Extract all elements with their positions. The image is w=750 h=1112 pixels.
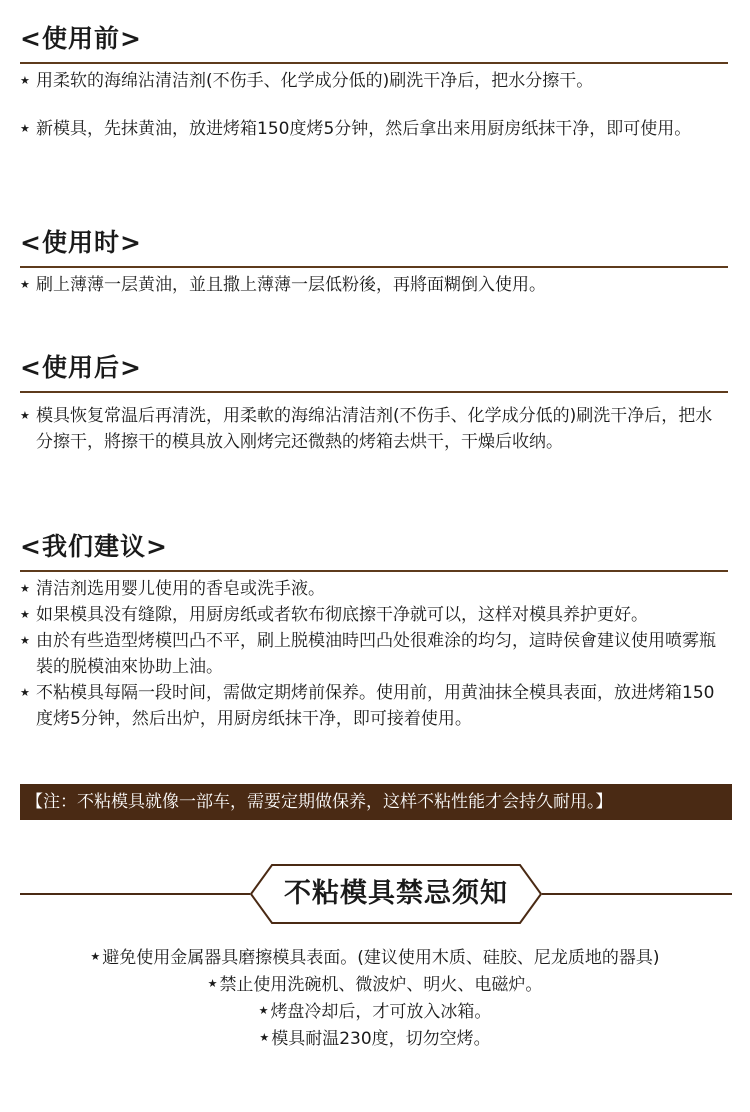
banner-title: 不粘模具禁忌须知 [284,878,508,909]
list-item [0,971,750,998]
section-title: <我们建议> [20,532,168,561]
list-item [20,628,728,680]
star-icon: ★ [259,1031,270,1044]
list-item [20,68,728,94]
star-icon: ★ [20,608,30,621]
star-icon: ★ [20,634,30,647]
item-text: 模具耐温230度，切勿空烤。 [271,1029,491,1049]
section-after-use [20,353,728,455]
list-item [20,576,728,602]
item-text: 烤盘冷却后，才可放入冰箱。 [270,1002,492,1022]
section-before-use [20,24,728,142]
list-item [20,116,728,142]
item-text: 用柔软的海绵沾清洁剂(不伤手、化学成分低的)刷洗干净后，把水分擦干。 [36,71,594,91]
section-suggestions [20,532,728,732]
section-during-use [20,228,728,298]
list-item [20,602,728,628]
list-item [20,680,728,732]
banner-line-right [542,893,732,895]
section-divider [20,62,728,64]
banner-frame [250,864,542,924]
star-icon: ★ [20,74,30,87]
star-icon: ★ [90,950,101,963]
taboo-list [0,944,750,1052]
item-text: 避免使用金属器具磨擦模具表面。(建议使用木质、硅胶、尼龙质地的器具) [102,948,660,968]
list-item [20,403,728,455]
star-icon: ★ [20,686,30,699]
list-item [0,944,750,971]
list-item [20,272,728,298]
maintenance-note: 【注：不粘模具就像一部车，需要定期做保养，这样不粘性能才会持久耐用。】 [20,784,732,820]
item-text: 新模具，先抹黄油，放进烤箱150度烤5分钟，然后拿出来用厨房纸抹干净，即可使用。 [36,119,692,139]
banner-line-left [20,893,250,895]
star-icon: ★ [20,582,30,595]
star-icon: ★ [20,278,30,291]
section-divider [20,391,728,393]
taboo-banner [20,862,732,926]
section-title: <使用前> [20,24,142,53]
star-icon: ★ [207,977,218,990]
star-icon: ★ [20,409,30,422]
section-divider [20,570,728,572]
item-text: 模具恢复常温后再清洗，用柔軟的海绵沾清洁剂(不伤手、化学成分低的)刷洗干净后，把水分擦干，將擦干的模具放入刚烤完还微熱的烤箱去烘干，干燥后收纳。 [36,406,713,452]
list-item [0,998,750,1025]
item-text: 刷上薄薄一层黄油，並且撒上薄薄一层低粉後，再將面糊倒入使用。 [36,275,546,295]
section-title: <使用后> [20,353,142,382]
star-icon: ★ [258,1004,269,1017]
list-item [0,1025,750,1052]
section-divider [20,266,728,268]
section-title: <使用时> [20,228,142,257]
item-text: 由於有些造型烤模凹凸不平，刷上脱模油時凹凸处很难涂的均匀，這時侯會建议使用喷雾瓶裝的脱模油來协助上油。 [36,631,716,677]
item-text: 如果模具没有缝隙，用厨房纸或者软布彻底擦干净就可以，这样对模具养护更好。 [36,605,648,625]
item-text: 不粘模具每隔一段时间，需做定期烤前保养。使用前，用黄油抹全模具表面，放进烤箱150度烤5分钟，然后出炉，用厨房纸抹干净，即可接着使用。 [36,683,715,729]
item-text: 禁止使用洗碗机、微波炉、明火、电磁炉。 [219,975,543,995]
item-text: 清洁剂选用婴儿使用的香皂或洗手液。 [36,579,325,599]
star-icon: ★ [20,122,30,135]
